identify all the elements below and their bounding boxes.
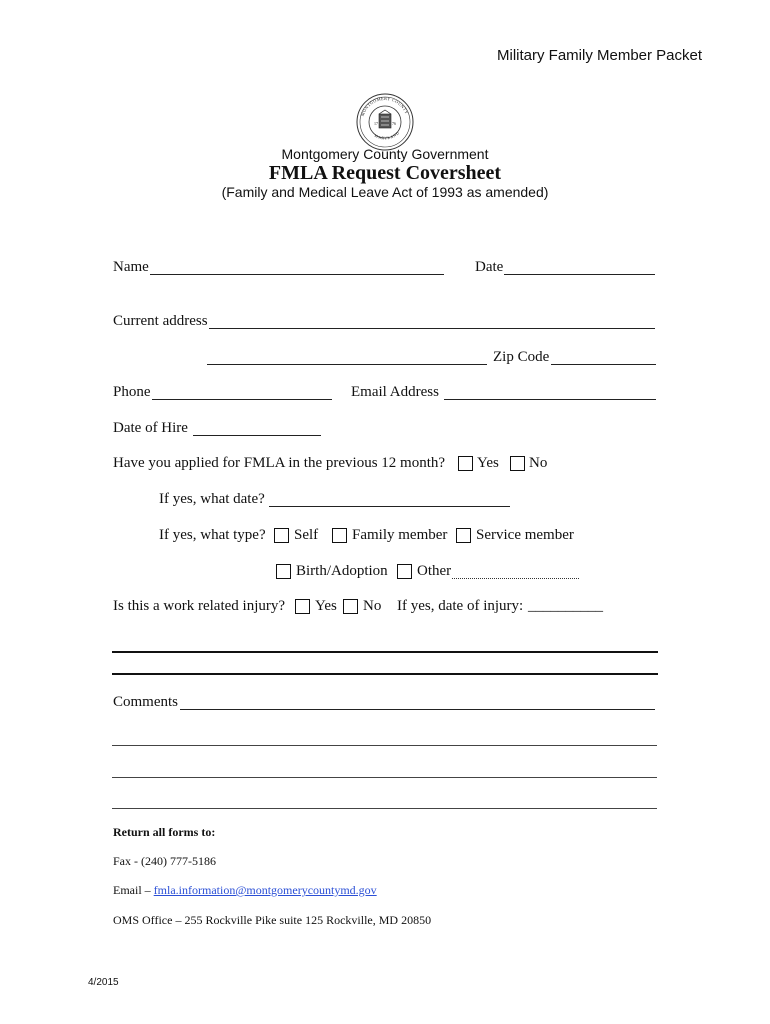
fmla-no-checkbox[interactable] xyxy=(510,456,525,471)
return-email-prefix: Email – xyxy=(113,883,154,897)
address-field[interactable] xyxy=(209,328,655,329)
type-service-label: Service member xyxy=(476,527,574,543)
type-other-checkbox[interactable] xyxy=(397,564,412,579)
fmla-yes-label: Yes xyxy=(477,455,499,471)
phone-field[interactable] xyxy=(152,399,332,400)
svg-text:MONTGOMERY COUNTY: MONTGOMERY COUNTY xyxy=(359,95,410,117)
type-service-checkbox[interactable] xyxy=(456,528,471,543)
name-field[interactable] xyxy=(150,274,444,275)
type-family-checkbox[interactable] xyxy=(332,528,347,543)
fmla-question: Have you applied for FMLA in the previous 12 month? xyxy=(113,455,446,471)
name-label: Name xyxy=(113,259,149,275)
injury-no-checkbox[interactable] xyxy=(343,599,358,614)
injury-date-label: If yes, date of injury: xyxy=(397,598,524,614)
svg-text:17: 17 xyxy=(374,121,378,126)
return-office: OMS Office – 255 Rockville Pike suite 125 Rockville, MD 20850 xyxy=(113,913,432,927)
address-label: Current address xyxy=(113,313,208,329)
date-field[interactable] xyxy=(504,274,655,275)
email-field[interactable] xyxy=(444,399,656,400)
comments-field-line2[interactable] xyxy=(112,745,657,746)
email-label: Email Address xyxy=(351,384,439,400)
org-name: Montgomery County Government xyxy=(281,146,489,162)
type-family-label: Family member xyxy=(352,527,448,543)
return-email xyxy=(113,883,377,898)
separator-line-top xyxy=(112,651,658,653)
return-fax: Fax - (240) 777-5186 xyxy=(113,854,216,868)
revision-date: 4/2015 xyxy=(88,977,119,988)
type-self-label: Self xyxy=(294,527,319,543)
return-email-link[interactable]: fmla.information@montgomerycountymd.gov xyxy=(153,883,377,897)
comments-label: Comments xyxy=(113,694,179,710)
county-seal xyxy=(355,92,415,152)
packet-title: Military Family Member Packet xyxy=(497,47,703,64)
form-subtitle: (Family and Medical Leave Act of 1993 as amended) xyxy=(221,184,549,200)
type-birth-checkbox[interactable] xyxy=(276,564,291,579)
type-other-field[interactable] xyxy=(452,578,579,579)
hire-label: Date of Hire xyxy=(113,420,188,436)
type-other-label: Other xyxy=(417,563,452,579)
injury-no-label: No xyxy=(363,598,382,614)
fmla-no-label: No xyxy=(529,455,548,471)
type-self-checkbox[interactable] xyxy=(274,528,289,543)
comments-field-line1[interactable] xyxy=(180,709,655,710)
injury-question: Is this a work related injury? xyxy=(113,598,286,614)
injury-yes-label: Yes xyxy=(315,598,337,614)
type-birth-label: Birth/Adoption xyxy=(296,563,388,579)
svg-text:MARYLAND: MARYLAND xyxy=(373,130,401,141)
hire-field[interactable] xyxy=(193,435,321,436)
fmla-yes-checkbox[interactable] xyxy=(458,456,473,471)
svg-text:76: 76 xyxy=(392,121,396,126)
comments-field-line3[interactable] xyxy=(112,777,657,778)
zip-label: Zip Code xyxy=(493,349,550,365)
separator-line-bottom xyxy=(112,673,658,675)
if-yes-type-label: If yes, what type? xyxy=(159,527,266,543)
date-label: Date xyxy=(475,259,504,275)
if-yes-date-label: If yes, what date? xyxy=(159,491,265,507)
address-line2-field[interactable] xyxy=(207,364,487,365)
phone-label: Phone xyxy=(113,384,151,400)
if-yes-date-field[interactable] xyxy=(269,506,510,507)
injury-yes-checkbox[interactable] xyxy=(295,599,310,614)
zip-field[interactable] xyxy=(551,364,656,365)
comments-field-line4[interactable] xyxy=(112,808,657,809)
return-heading: Return all forms to: xyxy=(113,825,216,839)
injury-date-field[interactable]: __________ xyxy=(528,598,603,614)
form-title: FMLA Request Coversheet xyxy=(268,162,502,184)
